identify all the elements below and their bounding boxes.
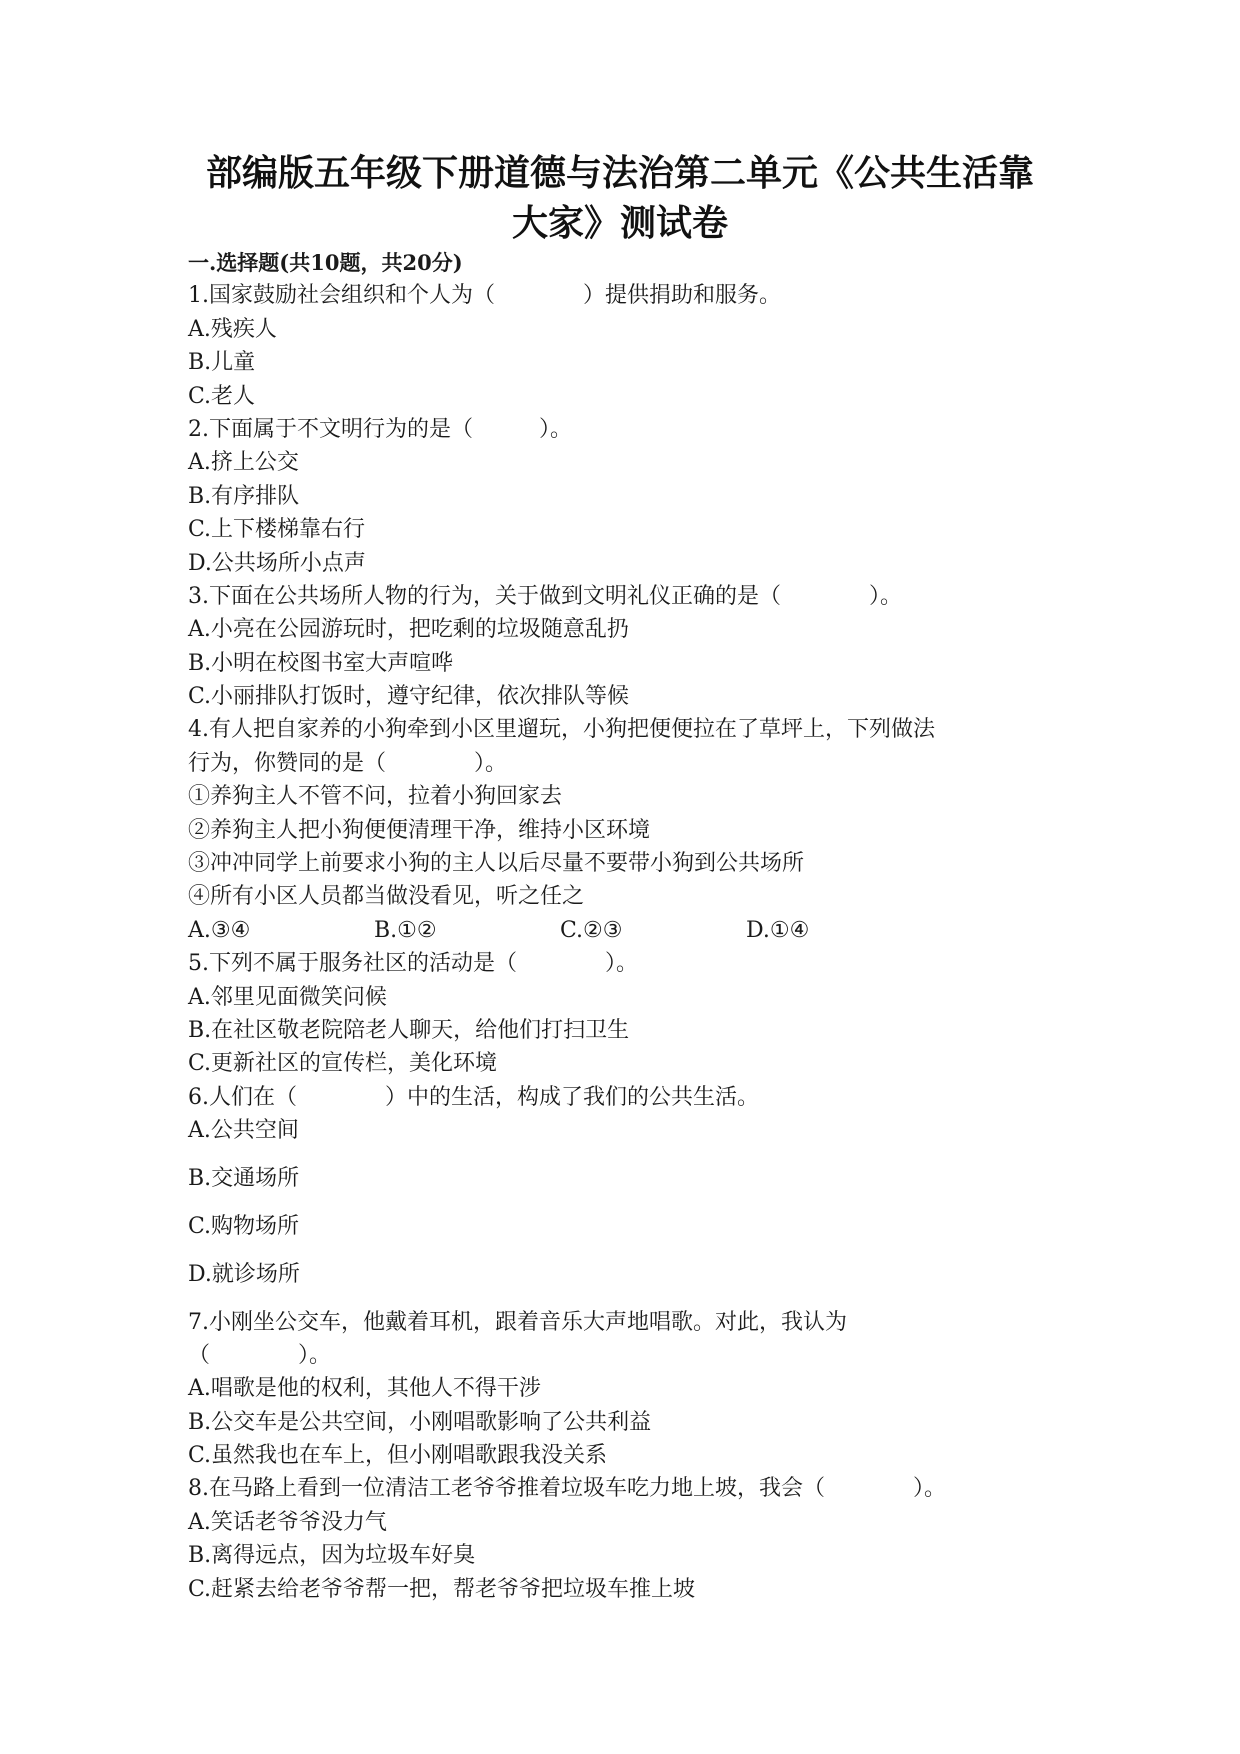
- title-line-1: 部编版五年级下册道德与法治第二单元《公共生活靠: [205, 152, 1034, 194]
- question-stem: 8.在马路上看到一位清洁工老爷爷推着垃圾车吃力地上坡，我会（ ）。: [188, 1476, 946, 1502]
- option-d: D.公共场所小点声: [188, 550, 366, 576]
- section-heading: 一.选择题(共10题，共20分): [188, 250, 463, 275]
- statement-4: ④所有小区人员都当做没看见，听之任之: [188, 884, 585, 910]
- option-a: A.挤上公交: [188, 450, 299, 476]
- option-b: B.交通场所: [188, 1166, 300, 1192]
- question-7: [188, 1306, 1068, 1472]
- option-b: B.在社区敬老院陪老人聊天，给他们打扫卫生: [188, 1017, 630, 1043]
- option-c: C.上下楼梯靠右行: [188, 517, 366, 543]
- question-8: [188, 1472, 1068, 1606]
- option-a: A.邻里见面微笑问候: [188, 984, 387, 1010]
- question-stem: 2.下面属于不文明行为的是（ ）。: [188, 416, 572, 442]
- option-a: A.公共空间: [188, 1118, 299, 1144]
- question-1: [188, 279, 1068, 413]
- exam-title: [0, 148, 1240, 248]
- question-stem: 7.小刚坐公交车，他戴着耳机，跟着音乐大声地唱歌。对此，我认为（ ）。: [188, 1310, 847, 1369]
- option-a: A.③④: [188, 917, 251, 943]
- question-3: [188, 580, 1068, 714]
- question-stem: 5.下列不属于服务社区的活动是（ ）。: [188, 951, 638, 977]
- option-a: A.残疾人: [188, 316, 277, 342]
- option-c: C.虽然我也在车上，但小刚唱歌跟我没关系: [188, 1442, 608, 1468]
- statement-3: ③冲冲同学上前要求小狗的主人以后尽量不要带小狗到公共场所: [188, 851, 805, 877]
- option-a: A.唱歌是他的权利，其他人不得干涉: [188, 1376, 541, 1402]
- title-line-2: 大家》测试卷: [511, 202, 728, 244]
- question-5: [188, 947, 1068, 1081]
- option-c: C.赶紧去给老爷爷帮一把，帮老爷爷把垃圾车推上坡: [188, 1576, 696, 1602]
- option-c: C.老人: [188, 383, 256, 409]
- statement-1: ①养狗主人不管不问，拉着小狗回家去: [188, 784, 563, 810]
- option-d: D.①④: [746, 917, 810, 943]
- question-2: [188, 413, 1068, 580]
- option-c: C.更新社区的宣传栏，美化环境: [188, 1051, 498, 1077]
- option-b: B.①②: [374, 917, 437, 943]
- option-b: B.离得远点，因为垃圾车好臭: [188, 1543, 476, 1569]
- statement-2: ②养狗主人把小狗便便清理干净，维持小区环境: [188, 817, 651, 843]
- option-a: A.笑话老爷爷没力气: [188, 1509, 387, 1535]
- option-c: C.小丽排队打饭时，遵守纪律，依次排队等候: [188, 684, 630, 710]
- option-c: C.②③: [560, 917, 623, 943]
- option-b: B.公交车是公共空间，小刚唱歌影响了公共利益: [188, 1409, 652, 1435]
- question-stem-line-1: 4.有人把自家养的小狗牵到小区里遛玩，小狗把便便拉在了草坪上，下列做法: [188, 717, 935, 743]
- option-b: B.小明在校图书室大声喧哗: [188, 650, 454, 676]
- option-c: C.购物场所: [188, 1214, 300, 1240]
- option-row: [188, 914, 1068, 947]
- question-6: [188, 1081, 1068, 1306]
- option-b: B.有序排队: [188, 483, 300, 509]
- question-4: [188, 713, 1068, 947]
- option-d: D.就诊场所: [188, 1262, 300, 1288]
- question-stem: 1.国家鼓励社会组织和个人为（ ）提供捐助和服务。: [188, 283, 781, 309]
- question-list: [188, 246, 1068, 1606]
- question-stem: 3.下面在公共场所人物的行为，关于做到文明礼仪正确的是（ ）。: [188, 583, 902, 609]
- question-stem-line-2: 行为，你赞同的是（ ）。: [188, 750, 508, 776]
- option-b: B.儿童: [188, 350, 256, 376]
- question-stem: 6.人们在（ ）中的生活，构成了我们的公共生活。: [188, 1084, 759, 1110]
- option-a: A.小亮在公园游玩时，把吃剩的垃圾随意乱扔: [188, 617, 629, 643]
